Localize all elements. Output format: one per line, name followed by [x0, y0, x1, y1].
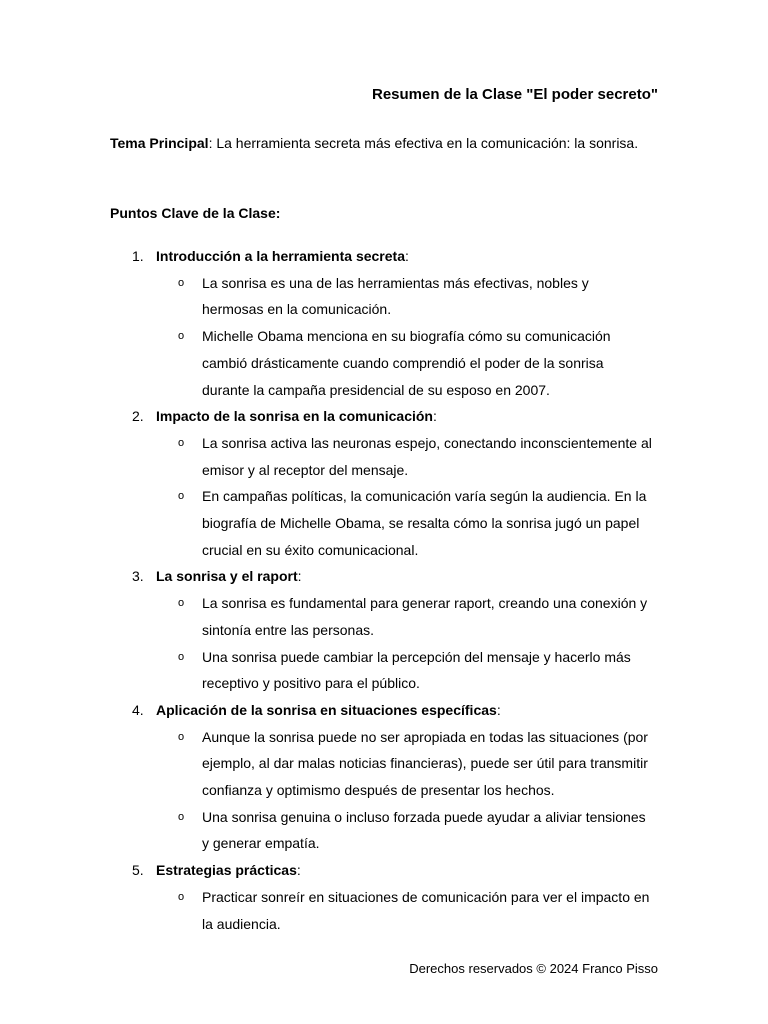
sub-list-item-text: En campañas políticas, la comunicación varía según la audiencia. En la biografía de Michelle Obama, se resalta cómo la sonrisa jugó un papel crucial en su éxito comunicacional.	[202, 488, 647, 558]
bullet-circle-icon: o	[178, 276, 185, 289]
sub-list-item	[156, 724, 652, 804]
sub-list-item	[156, 483, 652, 563]
sub-list-item	[156, 590, 652, 643]
sub-list	[156, 590, 658, 697]
list-item-suffix: :	[297, 568, 302, 585]
sub-list-item-text: Michelle Obama menciona en su biografía cómo su comunicación cambió drásticamente cuando comprendió el poder de la sonrisa durante la campaña presidencial de su esposo en 2007.	[202, 328, 611, 398]
main-topic-label: Tema Principal	[110, 135, 209, 151]
sub-list-item-text: Una sonrisa genuina o incluso forzada puede ayudar a aliviar tensiones y generar empatía.	[202, 808, 646, 852]
sub-list	[156, 884, 658, 937]
list-item-suffix: :	[404, 248, 409, 264]
sub-list-item-text: Una sonrisa puede cambiar la percepción del mensaje y hacerlo más receptivo y positivo para el público.	[202, 648, 631, 692]
bullet-circle-icon: o	[178, 730, 185, 743]
sub-list-item-text: Practicar sonreír en situaciones de comunicación para ver el impacto en la audiencia.	[202, 888, 650, 932]
sub-list-item	[156, 270, 652, 323]
list-item-heading: Impacto de la sonrisa en la comunicación	[156, 408, 433, 425]
list-item	[110, 403, 658, 563]
bullet-circle-icon: o	[178, 330, 185, 343]
list-item-number: 4.	[132, 701, 144, 718]
bullet-circle-icon: o	[178, 597, 185, 610]
document-title: Resumen de la Clase "El poder secreto"	[372, 86, 658, 103]
sub-list-item	[156, 804, 652, 857]
main-topic-text: : La herramienta secreta más efectiva en la comunicación: la sonrisa.	[208, 135, 639, 151]
sub-list-item	[156, 430, 652, 483]
list-item-heading: Estrategias prácticas	[156, 862, 297, 879]
sub-list-item	[156, 644, 652, 697]
list-item-suffix: :	[432, 408, 437, 425]
sub-list-item-text: Aunque la sonrisa puede no ser apropiada en todas las situaciones (por ejemplo, al dar malas noticias financieras), puede ser útil para transmitir confianza y optimismo después de presentar los hechos.	[202, 728, 648, 799]
bullet-circle-icon: o	[178, 436, 185, 449]
list-item-heading: Introducción a la herramienta secreta	[156, 248, 405, 264]
list-item	[110, 857, 658, 937]
bullet-circle-icon: o	[178, 490, 185, 503]
list-item	[110, 697, 658, 857]
list-item-heading: Aplicación de la sonrisa en situaciones específicas	[156, 701, 497, 718]
list-item-number: 5.	[132, 862, 144, 879]
bullet-circle-icon: o	[178, 650, 185, 663]
document-page	[110, 0, 658, 1024]
list-item	[110, 243, 658, 403]
sub-list	[156, 430, 658, 564]
bullet-circle-icon: o	[178, 890, 185, 903]
copyright-footer: Derechos reservados © 2024 Franco Pisso	[409, 961, 658, 976]
key-points-heading: Puntos Clave de la Clase:	[110, 205, 281, 221]
list-item-heading: La sonrisa y el raport	[156, 568, 298, 585]
sub-list-item	[156, 323, 652, 403]
sub-list-item-text: La sonrisa es fundamental para generar raport, creando una conexión y sintonía entre las personas.	[202, 595, 648, 638]
list-item-number: 2.	[132, 408, 144, 425]
sub-list-item-text: La sonrisa activa las neuronas espejo, conectando inconscientemente al emisor y al receptor del mensaje.	[202, 434, 652, 478]
sub-list-item-text: La sonrisa es una de las herramientas más efectivas, nobles y hermosas en la comunicación.	[202, 274, 589, 318]
key-points-list	[110, 243, 658, 937]
list-item-number: 1.	[132, 248, 144, 264]
list-item-suffix: :	[496, 701, 501, 718]
list-item-suffix: :	[296, 862, 301, 879]
bullet-circle-icon: o	[178, 810, 185, 823]
list-item	[110, 563, 658, 697]
sub-list	[156, 270, 658, 404]
sub-list-item	[156, 884, 652, 937]
main-topic	[110, 130, 640, 157]
sub-list	[156, 724, 658, 858]
list-item-number: 3.	[132, 568, 144, 585]
